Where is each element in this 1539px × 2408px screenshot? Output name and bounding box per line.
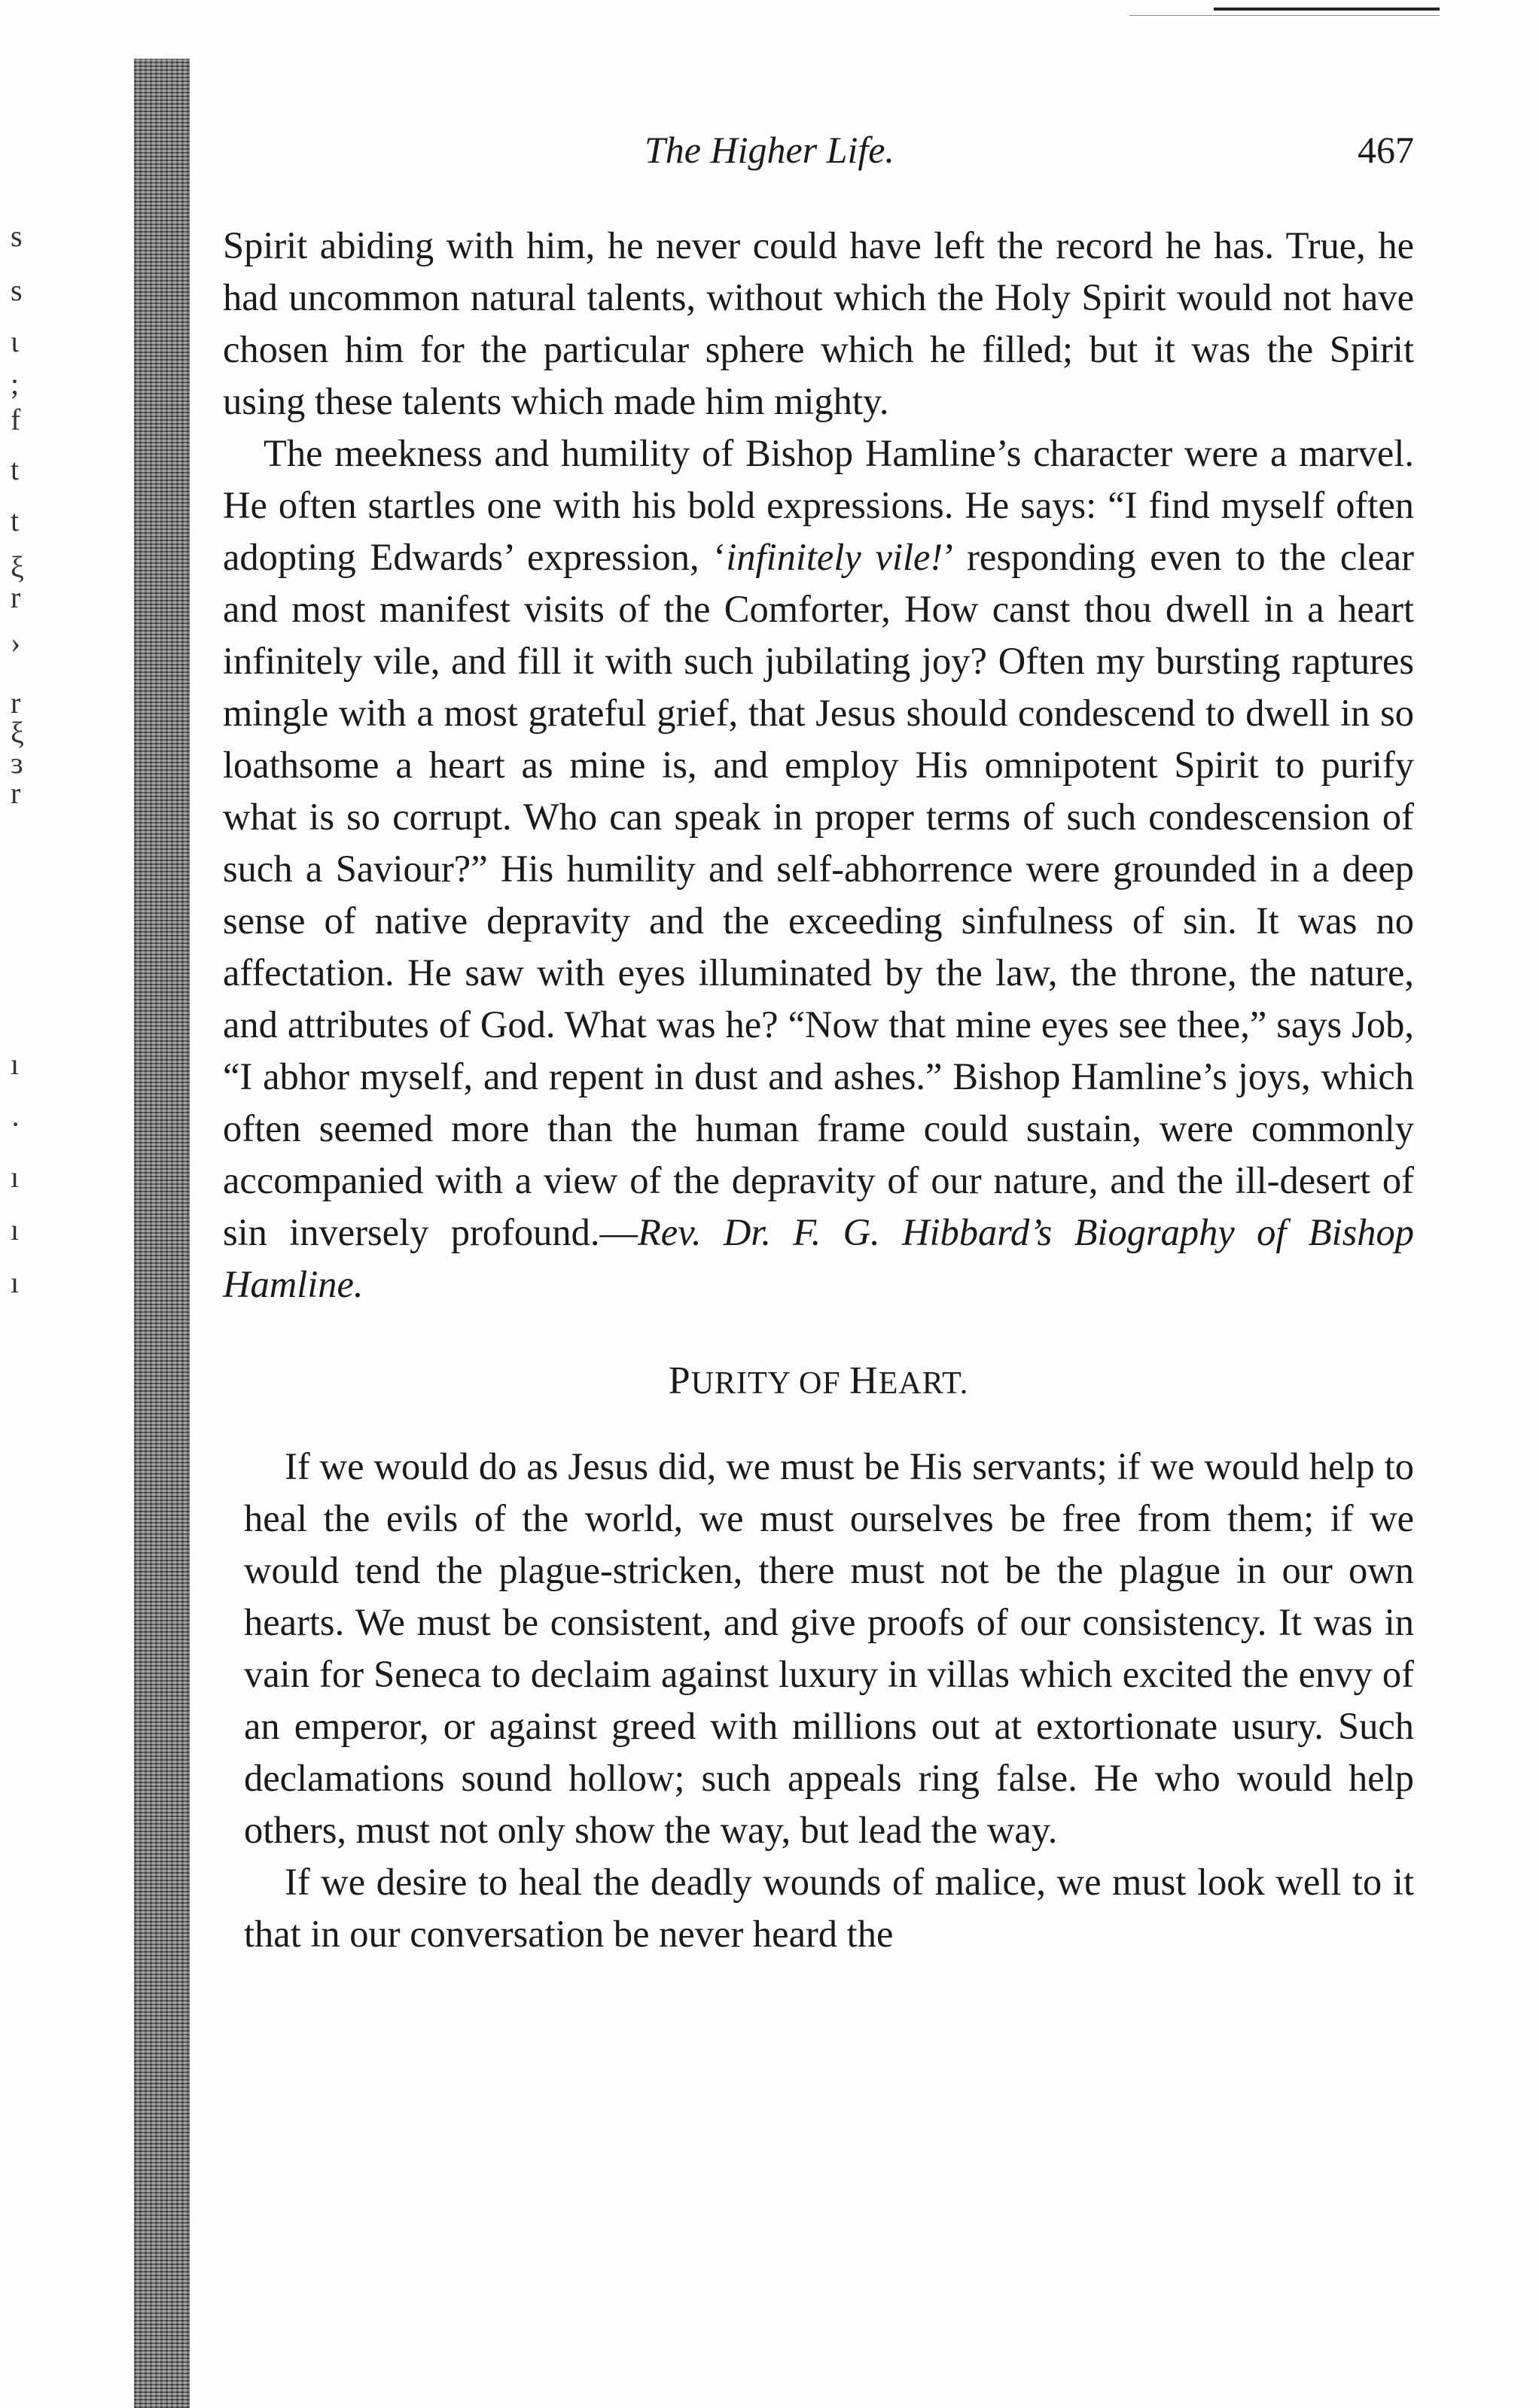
margin-mark: ; [11,367,20,400]
margin-mark: s [11,273,23,307]
purity-section [223,1441,1414,1960]
margin-mark: r [11,580,21,614]
main-text [223,220,1414,1960]
heading-rest-2: EART. [878,1366,969,1401]
margin-mark: t [11,452,20,486]
page-number: 467 [1358,129,1414,171]
margin-mark: t [11,504,20,537]
margin-mark: ι [11,324,19,358]
paragraph-continuation: Spirit abiding with him, he never could have left the record he has. True, he had uncommon natural talents, without which the Holy Spirit would not have chosen him for the particular sphere which he filled; but it was the Spirit using these talents which made him mighty. [223,224,1414,422]
page-header [223,128,1414,181]
margin-mark: ı [11,1213,20,1247]
quote-emphasis: infinitely vile! [726,536,943,578]
margin-mark: ı [11,1265,20,1299]
top-edge-hairline [1129,15,1440,16]
margin-mark: ɜ [11,746,23,780]
paragraph-purity-1: If we would do as Jesus did, we must be His servants; if we would help to heal the evils of the world, we must ourselves be free from them; if we would tend the plague-stricken, there must not be the plague in our own hearts. We must be consistent, and give proofs of our consistency. It was in vain for Seneca to declaim against luxury in villas which excited the envy of an emperor, or against greed with millions out at extortionate usury. Such declamations sound hollow; such appeals ring false. He who would help others, must not only show the way, but lead the way. [244,1445,1414,1851]
heading-rest-1: URITY OF [690,1366,850,1401]
margin-mark: s [11,219,23,253]
paragraph-hamline [223,428,1414,1311]
paragraph-hamline-part1: The meekness and humility of Bishop Hamline’s character were a marvel. He often startles one with his bold expressions. He says: “I find myself often adopting Edwards’ expression, ‘ [223,432,1414,578]
source-citation: Rev. Dr. F. G. Hibbard’s Biography of Bishop Hamline. [223,1211,1414,1305]
margin-mark: · [11,1107,21,1141]
margin-mark: r [11,686,21,720]
running-title: The Higher Life. [645,129,894,171]
heading-cap-p: P [668,1359,691,1402]
margin-mark: ı [11,1047,20,1081]
margin-mark: › [11,626,21,659]
paragraph-purity-2: If we desire to heal the deadly wounds of malice, we must look well to it that in our conversation be never heard the [244,1861,1414,1955]
binding-gutter-shadow [134,59,190,2408]
heading-cap-h: H [849,1359,879,1402]
margin-mark: ı [11,1160,20,1194]
top-edge-rule [1214,8,1440,11]
margin-mark: ξ [11,716,24,750]
paragraph-hamline-part2: ’ responding even to the clear and most manifest visits of the Comforter, How canst thou dwell in a heart infinitely vile, and fill it with such jubilating joy? Often my bursting raptures mingle with a most grateful grief, that Jesus should condescend to dwell in so loathsome a heart as mine is, and employ His omnipotent Spirit to purify what is so corrupt. Who can speak in proper terms of such condescension of such a Saviour?” His humility and self-abhorrence were grounded in a deep sense of native depravity and the exceeding sinfulness of sin. It was no affectation. He saw with eyes illuminated by the law, the throne, the nature, and attributes of God. What was he? “Now that mine eyes see thee,” says Job, “I abhor myself, and repent in dust and ashes.” Bishop Hamline’s joys, which often seemed more than the human frame could sustain, were commonly accompanied with a view of the depravity of our nature, and the ill-desert of sin inversely profound.— [223,536,1414,1253]
margin-mark: ξ [11,550,24,584]
margin-mark: f [11,403,21,437]
section-heading [223,1359,1414,1406]
margin-mark: r [11,776,21,810]
left-margin-bleed-marks [0,218,68,1347]
